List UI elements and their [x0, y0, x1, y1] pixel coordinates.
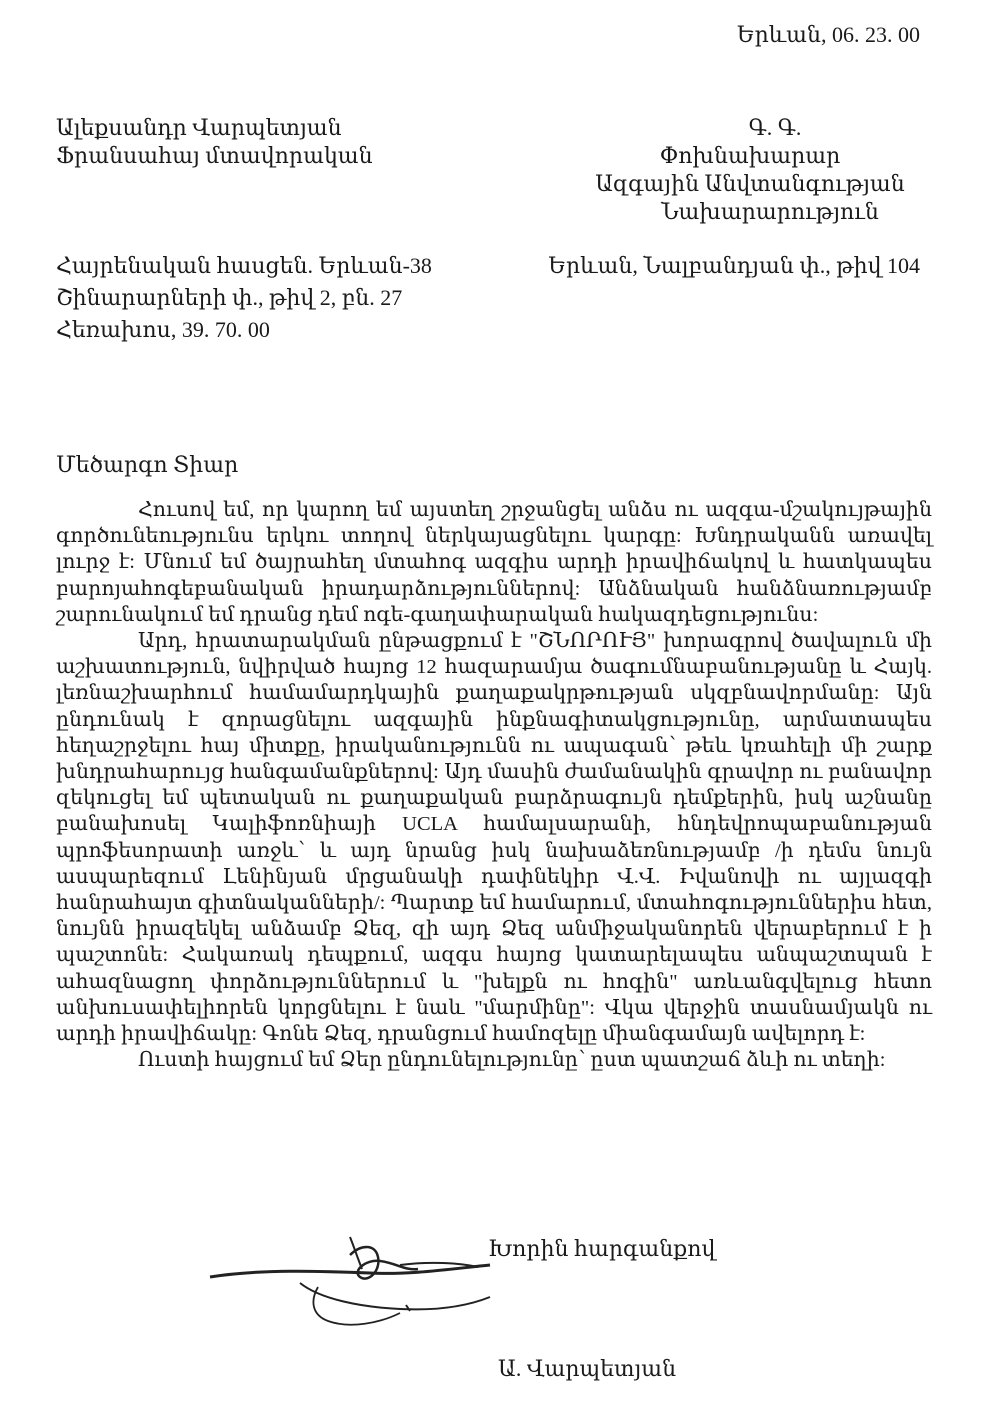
sender-title: Ֆրանսահայ մտավորական	[56, 143, 373, 168]
body-paragraph: Հուսով եմ, որ կարող եմ այստեղ շրջանցել անձս ու ազգա-մշակույթային գործունեությունս երկու տողով ներկայացնելու կարգը: Խնդրականն առավել լուրջ է: Մնում եմ ծայրահեղ մտահոգ ազգիս արդի իրավիճակով և հատկապես բարոյահոգեբանական իրադարձություններով: Անձնական հանձնառությամբ շարունակում եմ դրանց դեմ ոգե-գաղափարական հակազդեցությունս:	[56, 499, 932, 626]
signature-name: Ա. Վարպետյան	[498, 1356, 677, 1381]
recipient-block	[560, 114, 940, 226]
recipient-line: Ազգային Անվտանգության	[595, 171, 905, 196]
sender-address	[56, 250, 432, 346]
recipient-line: Փոխնախարար	[659, 143, 841, 168]
body-paragraph: Ուստի հայցում եմ Ձեր ընդունելությունը՝ ըստ պատշաճ ձևի ու տեղի:	[138, 1049, 886, 1072]
letter-body	[56, 497, 932, 1073]
sender-phone: Հեռախոս, 39. 70. 00	[56, 317, 270, 342]
handwritten-signature	[200, 1225, 680, 1345]
sender-address-line: Շինարարների փ., թիվ 2, բն. 27	[56, 285, 403, 310]
body-paragraph: Արդ, հրատարակման ընթացքում է "ՇՆՈՐՈՒՅ" խորագրով ծավալուն մի աշխատություն, նվիրված հայոց 12 հազարամյա ծագումնաբանությանը և Հայկ. լեռնաշխարհում համամարդկային քաղաքակրթության սկզբնավորմանը: Այն ընդունակ է զորացնելու ազգային ինքնագիտակցությունը, արմատապես հեղաշրջելու հայ միտքը, իրականությունն ու ապագան՝ թեև կռահելի մի շարք խնդրահարույց հանգամանքներով: Այդ մասին ժամանակին գրավոր ու բանավոր զեկուցել եմ պետական ու քաղաքական բարձրագույն դեմքերին, իսկ աշնանը բանախոսել Կալիֆոռնիայի UCLA համալսարանի, հնդեվրոպաբանության պրոֆեսորատի առջև՝ և այդ նրանց իսկ նախաձեռնությամբ /ի դեմս նույն ասպարեզում Լենինյան մրցանակի դափնեկիր Վ.Վ. Իվանովի ու այլազգի հանրահայտ գիտնականների/: Պարտք եմ համարում, մտահոգություններիս հետ, նույնն իրազեկել անձամբ Ձեզ, զի այդ Ձեզ անմիջականորեն վերաբերում է ի պաշտոնե: Հակառակ դեպքում, ազգս հայոց կատարելապես անպաշտպան է ահազնացող փորձություններում և "խելքն ու հոգին" առևանգվելուց հետո անխուսափելիորեն կորցնելու է նաև "մարմինը": Վկա վերջին տասնամյակն ու արդի իրավիճակը: Գոնե Ձեզ, դրանցում համոզելը միանգամայն ավելորդ է:	[56, 630, 932, 1046]
recipient-address: Երևան, Նալբանդյան փ., թիվ 104	[548, 253, 920, 278]
recipient-line: Գ. Գ.	[748, 115, 802, 140]
salutation: Մեծարգո Տիար	[56, 452, 239, 477]
sender-address-line: Հայրենական հասցեն. Երևան-38	[56, 253, 432, 278]
date-line: Երևան, 06. 23. 00	[736, 22, 920, 47]
recipient-line: Նախարարություն	[661, 199, 879, 224]
closing: Խորին հարգանքով	[488, 1236, 716, 1261]
sender-block	[56, 114, 373, 170]
sender-name: Ալեքսանդր Վարպետյան	[56, 115, 342, 140]
